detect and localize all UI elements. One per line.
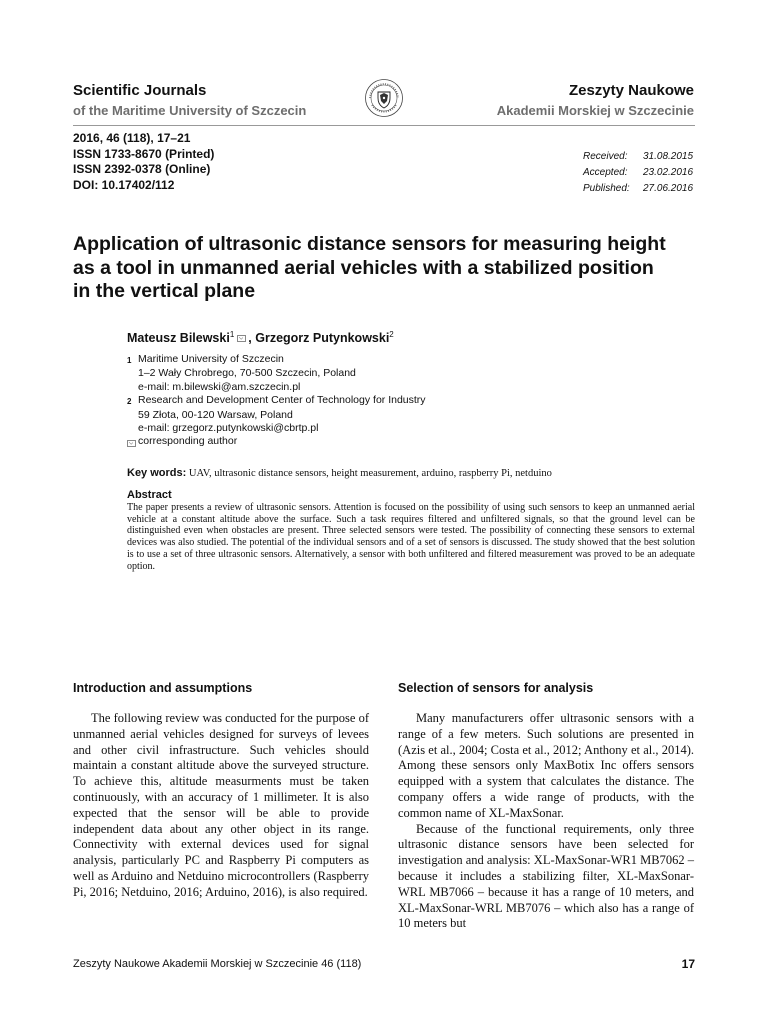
keywords [127, 467, 707, 479]
affil-line: Research and Development Center of Technology for Industry [138, 394, 426, 407]
journal-title-en: Scientific Journals [73, 82, 207, 99]
accepted-date: 23.02.2016 [643, 167, 694, 178]
journal-title-pl: Zeszyty Naukowe [568, 82, 694, 99]
abstract-text: The paper presents a review of ultrasonic sensors. Attention is focused on the possibility of using such sensors to keep an unmanned aerial vehicle at a constant altitude above the surface. Such a task requires filtered and unfiltered signals, so that the ground level can be distinguished even when obstacles are present. Three selected sensors were tested. The possibility of connecting these sensors to external devices was also studied. The potential of the individual sensors and of a set of sensors is discussed. The study showed that the best solution is to use a set of three ultrasonic sensors. Alternatively, a sensor with both unfiltered and filtered measurement was proved to be an adequate option. [127, 502, 695, 572]
received-label: Received: [583, 151, 628, 162]
affil-line: Maritime University of Szczecin [138, 353, 284, 365]
journal-subtitle-en: of the Maritime University of Szczecin [73, 103, 307, 118]
corresponding-note: corresponding author [138, 435, 238, 448]
author-1-affil: 1 [229, 330, 235, 339]
right-column [398, 711, 694, 932]
author-2-affil: 2 [389, 330, 394, 339]
affil-number: 2 [127, 397, 132, 407]
volume-pages: 2016, 46 (118), 17–21 [73, 131, 191, 145]
affiliations [127, 353, 547, 450]
issn-printed: ISSN 1733-8670 (Printed) [73, 146, 215, 161]
header-divider [73, 125, 695, 126]
affil-line: 59 Złota, 00-120 Warsaw, Poland [138, 408, 293, 421]
page-number: 17 [681, 957, 695, 971]
paragraph: Because of the functional requirements, only three ultrasonic distance sensors have been selected for investigation and analysis: XL-MaxSonar-WR1 MB7062 – because it includes a stabilizing filter, XL-MaxSonar-WRL MB7066 – because it has a range of 10 meters, and XL-MaxSonar-WRL MB7076 – which also has a range of 10 meters but [398, 821, 694, 931]
issn-online: ISSN 2392-0378 (Online) [73, 162, 211, 176]
publication-info [73, 131, 214, 193]
affil-number: 1 [127, 356, 132, 365]
abstract-heading: Abstract [127, 489, 172, 501]
affil-email: e-mail: m.bilewski@am.szczecin.pl [138, 380, 301, 393]
published-date: 27.06.2016 [643, 183, 694, 194]
keywords-label: Key words: [127, 467, 187, 479]
affil-email: e-mail: grzegorz.putynkowski@cbrtp.pl [138, 422, 319, 435]
author-2: Grzegorz Putynkowski [255, 331, 390, 346]
author-separator: , [248, 331, 256, 346]
author-1: Mateusz Bilewski [127, 331, 230, 346]
author-list [127, 330, 394, 345]
left-column [73, 711, 369, 901]
affil-line: 1–2 Wały Chrobrego, 70-500 Szczecin, Poland [138, 367, 356, 380]
university-seal-icon [364, 78, 404, 118]
received-date: 31.08.2015 [643, 151, 694, 162]
section-heading-selection: Selection of sensors for analysis [398, 681, 594, 695]
journal-subtitle-pl: Akademii Morskiej w Szczecinie [496, 103, 694, 118]
published-label: Published: [583, 183, 630, 194]
keywords-text: UAV, ultrasonic distance sensors, height measurement, arduino, raspberry Pi, netduino [188, 468, 552, 479]
accepted-label: Accepted: [583, 167, 628, 178]
footer-journal: Zeszyty Naukowe Akademii Morskiej w Szczecinie 46 (118) [73, 958, 362, 970]
envelope-icon [127, 440, 136, 447]
paragraph: Many manufacturers offer ultrasonic sensors with a range of a few meters. Such solutions are presented in (Azis et al., 2004; Costa et al., 2012; Anthony et al., 2014). Among these sensors only MaxBotix Inc offers sensors equipped with a system that calculates the distance. The company offers a wide range of products, with the common name of XL-MaxSonar. [398, 711, 694, 820]
paragraph: The following review was conducted for the purpose of unmanned aerial vehicles designed for surveys of levees and other civil infrastructure. Such vehicles should maintain a constant altitude above the surveyed structure. To achieve this, altitude measurments must be taken continuously, with an accuracy of 1 millimeter. It is also expected that the sensor will be able to provide independent data about any other object in its range. Connectivity with external devices used for signal analysis, particularly PC and Raspberry Pi computers as well as Arduino and Netduino microcontrollers (Raspberry Pi, 2016; Netduino, 2016; Arduino, 2016), is also required. [73, 711, 369, 899]
section-heading-intro: Introduction and assumptions [73, 681, 253, 695]
article-dates [583, 149, 693, 197]
doi: DOI: 10.17402/112 [73, 177, 175, 192]
paper-title: Application of ultrasonic distance sensors for measuring height as a tool in unmanned aerial vehicles with a stabilized position in the vertical plane [73, 233, 666, 302]
envelope-icon [237, 335, 246, 342]
